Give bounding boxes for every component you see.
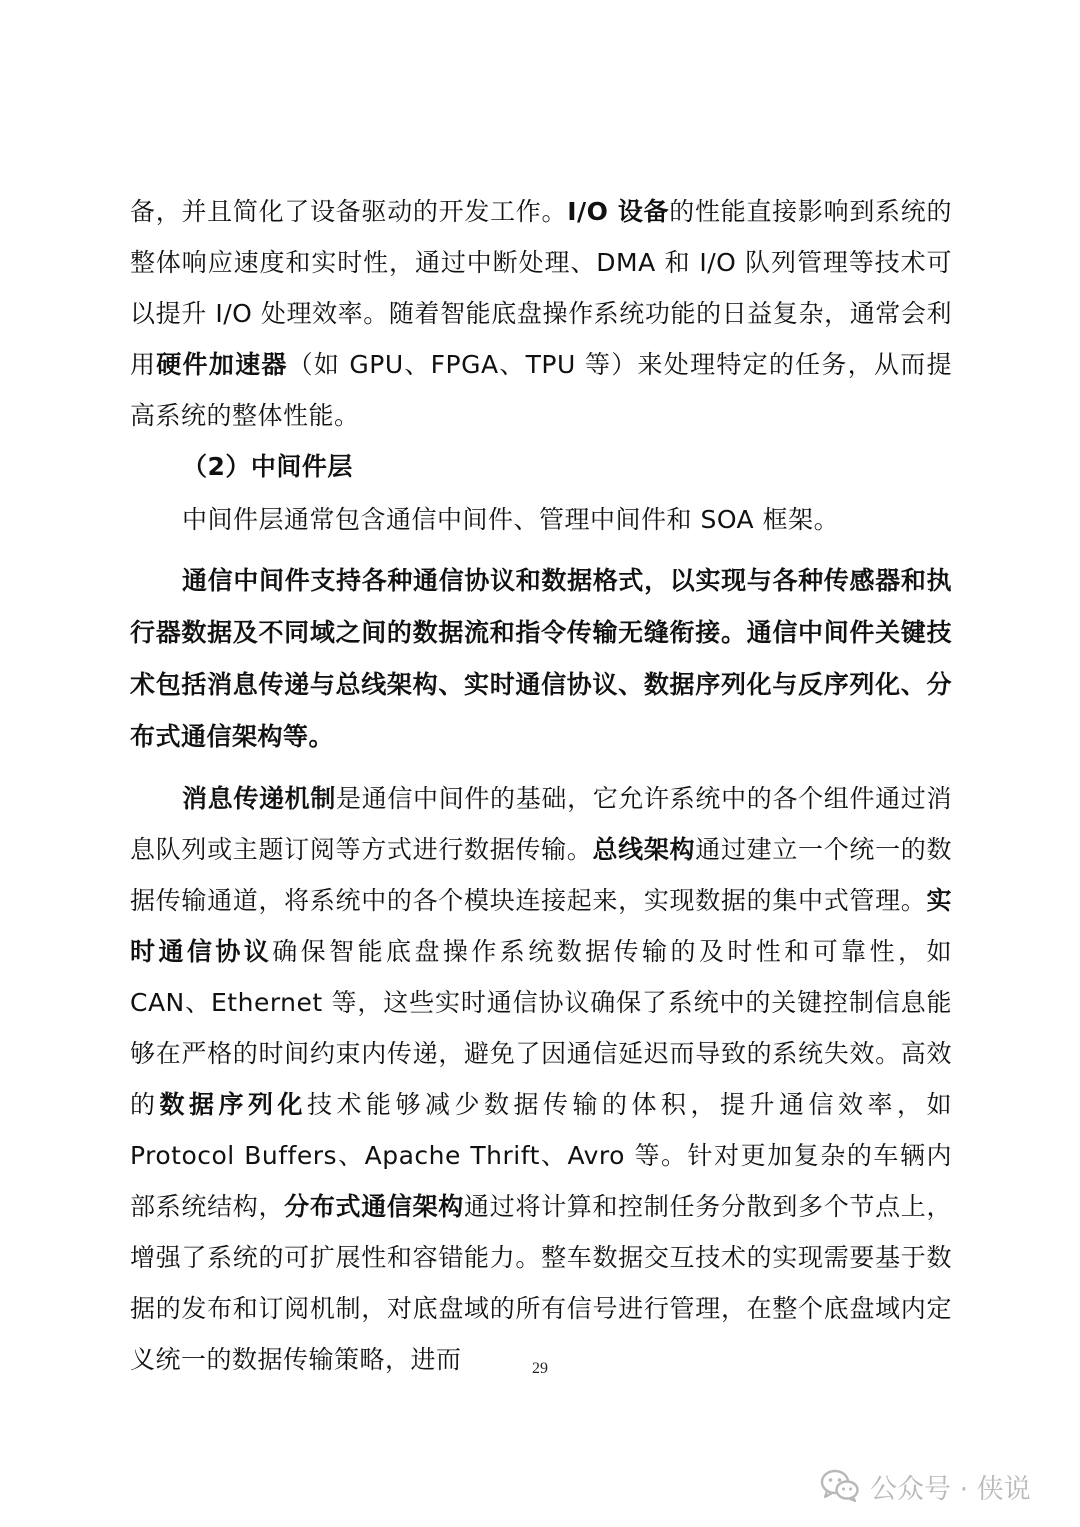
text-segment: 确保智能底盘操作系统数据传输的及时性和可靠性，如 CAN、Ethernet 等，这些实时通信协议确保了系统中的关键控制信息能够在严格的时间约束内传递，避免了因通信延迟而导致的系统失效。高效的 — [130, 937, 952, 1119]
paragraph-communication-middleware — [130, 555, 952, 763]
page-number: 29 — [532, 1360, 548, 1377]
section-heading-middleware — [130, 441, 952, 492]
paragraph-io-devices — [130, 186, 952, 441]
bold-term-distributed-architecture: 分布式通信架构 — [284, 1192, 465, 1221]
bold-term-bus-architecture: 总线架构 — [592, 835, 696, 864]
wechat-icon — [820, 1469, 860, 1503]
watermark — [820, 1464, 1031, 1508]
text-segment: 技术能够减少数据传输的体积，提升通信效率，如 Protocol Buffers、Apache Thrift、Avro 等。针对更加复杂的车辆内部系统结构， — [130, 1090, 952, 1221]
bold-term-realtime-protocol: 实时通信协议 — [130, 886, 952, 966]
text-segment: 通过将计算和控制任务分散到多个节点上，增强了系统的可扩展性和容错能力。整车数据交互技术的实现需要基于数据的发布和订阅机制，对底盘域的所有信号进行管理，在整个底盘域内定义统一的数据传输策略，进而 — [130, 1192, 952, 1374]
text-segment: 中间件层通常包含通信中间件、管理中间件和 SOA 框架。 — [182, 505, 840, 534]
text-segment: 是通信中间件的基础，它允许系统中的各个组件通过消息队列或主题订阅等方式进行数据传输。 — [130, 784, 952, 864]
bold-term-io-device: I/O 设备 — [567, 197, 670, 226]
watermark-text: 公众号 · 侠说 — [870, 1473, 1031, 1505]
bold-term-messaging: 消息传递机制 — [182, 784, 337, 813]
bold-term-hardware-accelerator: 硬件加速器 — [156, 350, 288, 379]
text-segment: 的性能直接影响到系统的整体响应速度和实时性，通过中断处理、DMA 和 I/O 队列管理等技术可以提升 I/O 处理效率。随着智能底盘操作系统功能的日益复杂，通常会利用 — [130, 197, 952, 379]
bold-term-serialization: 数据序列化 — [159, 1090, 307, 1119]
page-body — [130, 186, 952, 1385]
text-segment: 备，并且简化了设备驱动的开发工作。 — [130, 197, 568, 226]
section-heading-text: （2）中间件层 — [182, 452, 353, 481]
text-segment: （如 GPU、FPGA、TPU 等）来处理特定的任务，从而提高系统的整体性能。 — [130, 350, 952, 430]
paragraph-messaging-mechanism — [130, 773, 952, 1385]
text-segment: 通信中间件支持各种通信协议和数据格式，以实现与各种传感器和执行器数据及不同域之间的数据流和指令传输无缝衔接。通信中间件关键技术包括消息传递与总线架构、实时通信协议、数据序列化与反序列化、分布式通信架构等。 — [130, 566, 952, 751]
paragraph-middleware-intro — [130, 494, 952, 545]
text-segment: 通过建立一个统一的数据传输通道，将系统中的各个模块连接起来，实现数据的集中式管理。 — [130, 835, 952, 915]
